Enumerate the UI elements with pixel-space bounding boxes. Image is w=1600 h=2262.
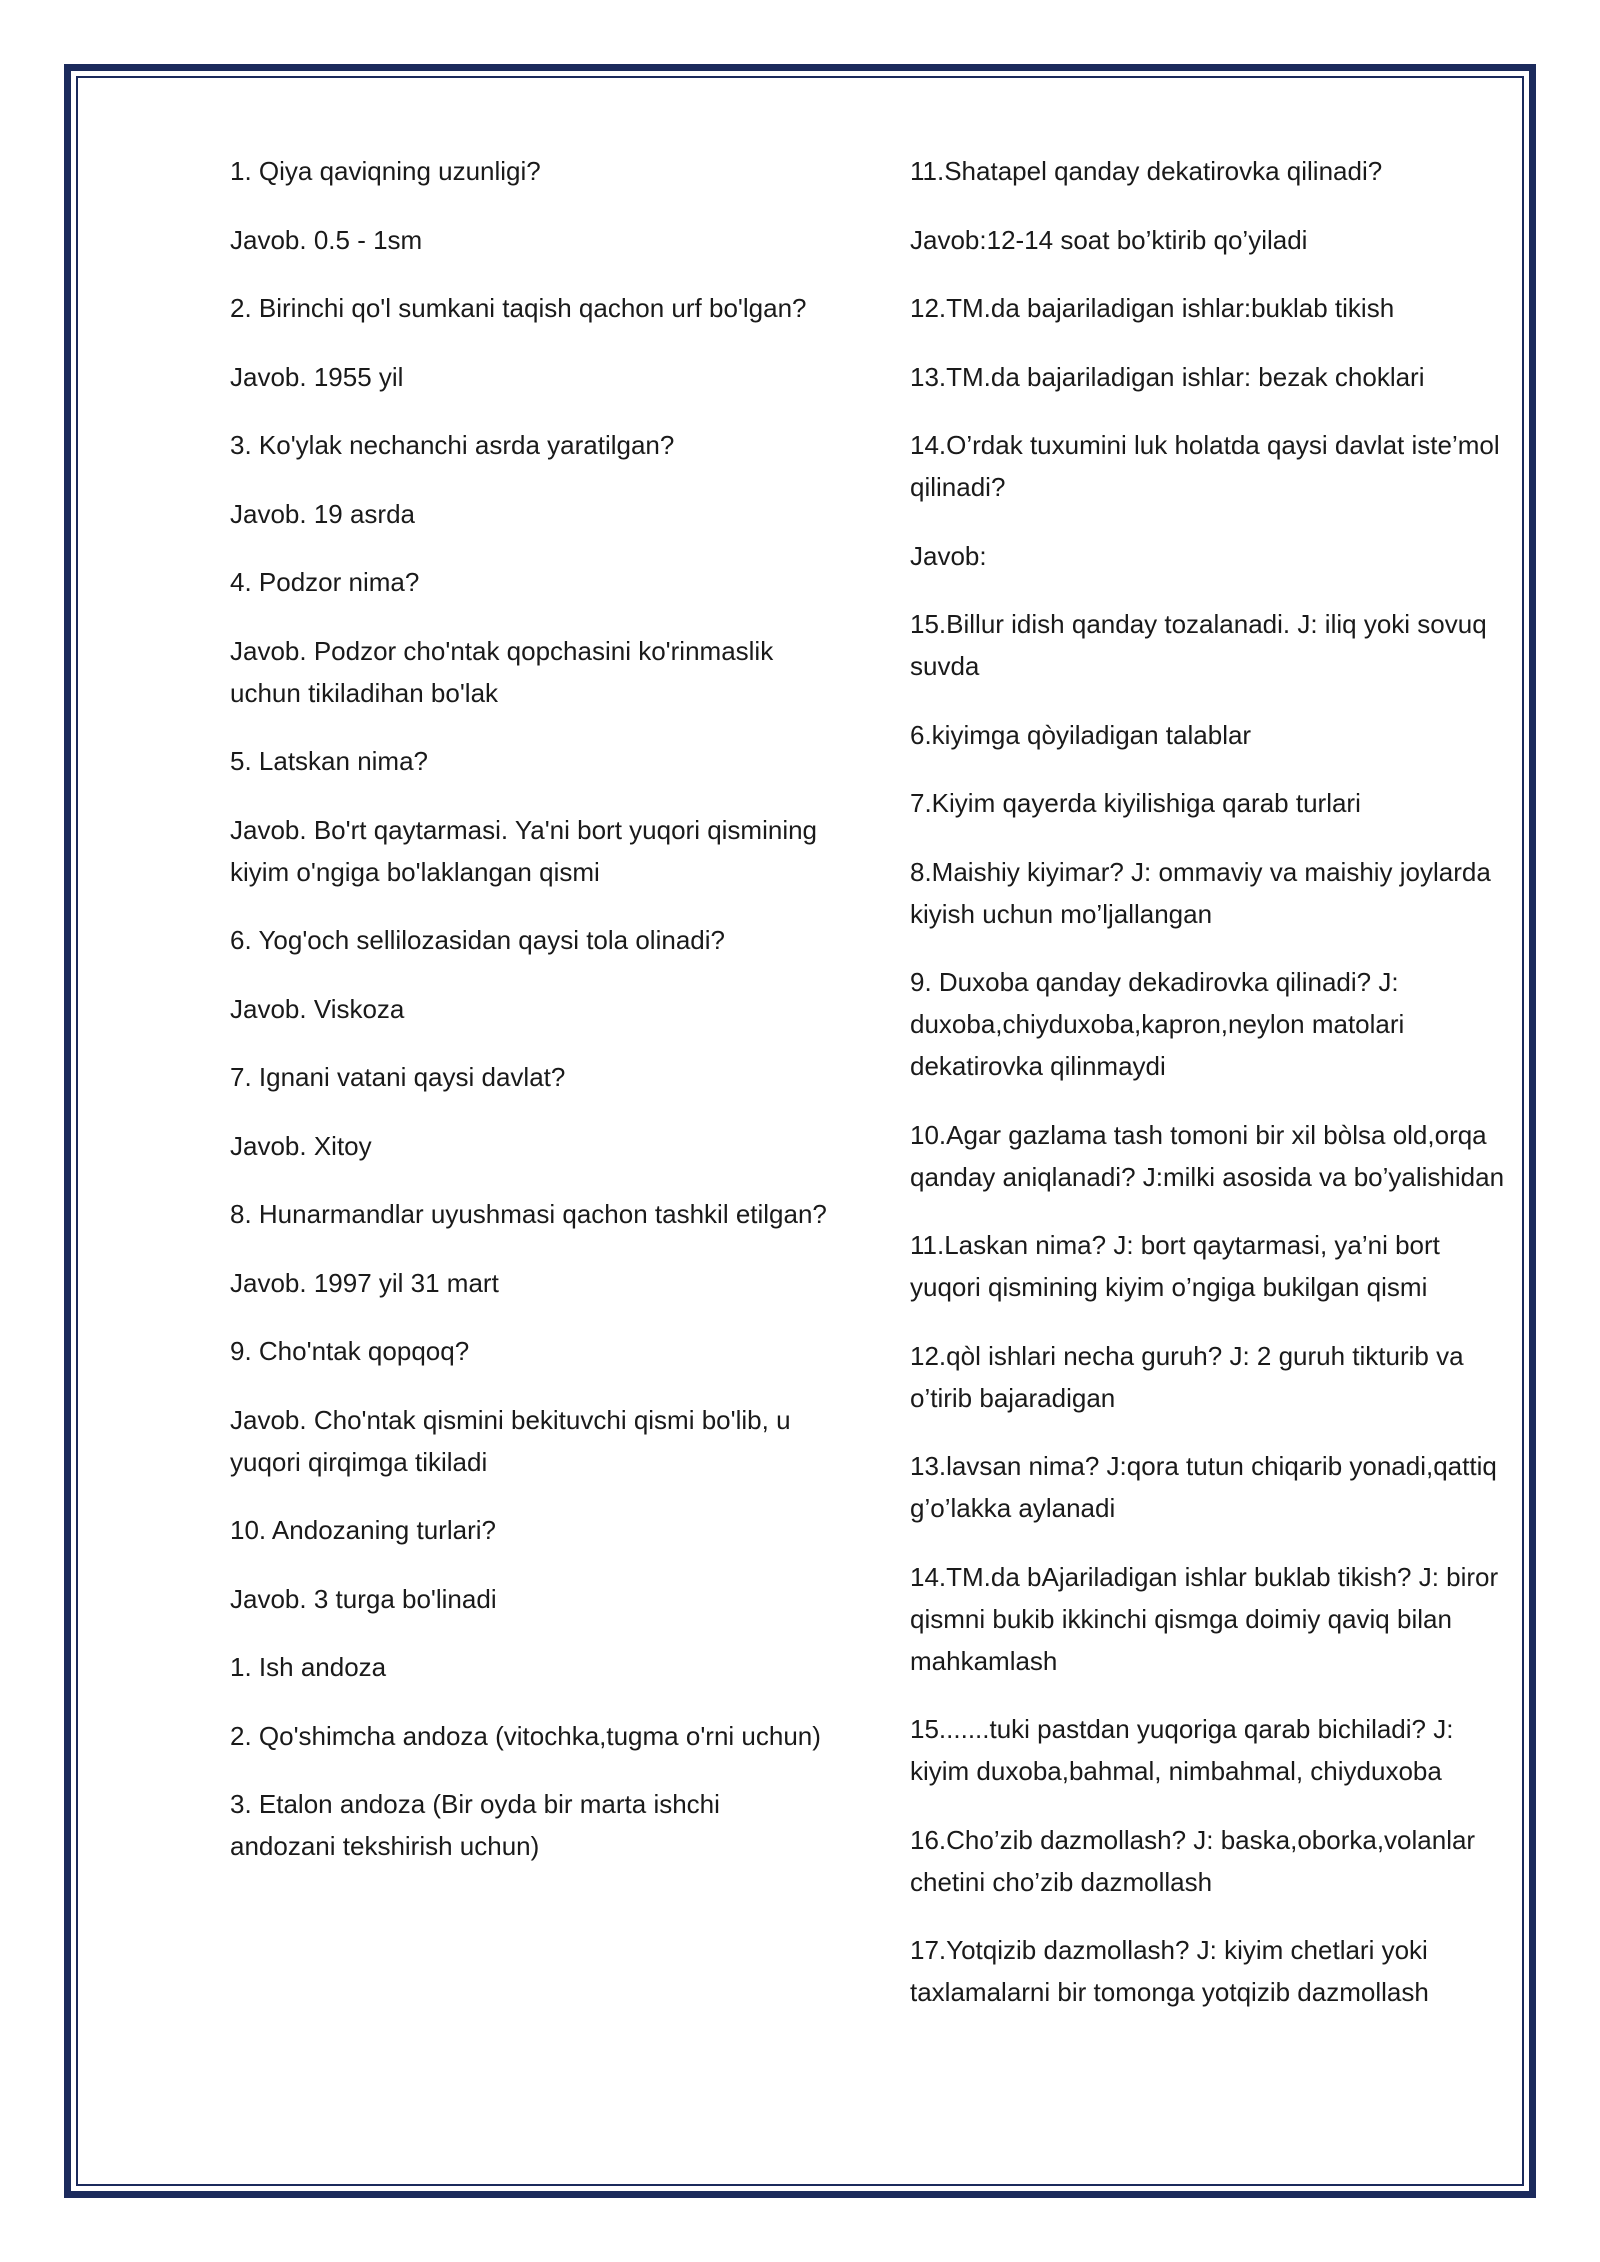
- paragraph: Javob. 3 turga bo'linadi: [230, 1583, 497, 1614]
- paragraph: 13.TM.da bajariladigan ishlar: bezak choklari: [910, 361, 1425, 392]
- paragraph: 4. Podzor nima?: [230, 567, 420, 597]
- paragraph: 10.Agar gazlama tash tomoni bir xil bòlsa old,orqa qanday aniqlanadi? J:milki asosida va bo’yalishidan: [910, 1119, 1505, 1192]
- paragraph: Javob. 19 asrda: [230, 498, 416, 529]
- paragraph: 2. Birinchi qo'l sumkani taqish qachon urf bo'lgan?: [230, 293, 807, 323]
- paragraph: Javob:12-14 soat bo’ktirib qo’yiladi: [910, 224, 1308, 255]
- paragraph: 6.kiyimga qòyiladigan talablar: [910, 719, 1252, 750]
- paragraph: 15.......tuki pastdan yuqoriga qarab bichiladi? J: kiyim duxoba,bahmal, nimbahmal, chiyduxoba: [910, 1714, 1454, 1786]
- paragraph: 17.Yotqizib dazmollash? J: kiyim chetlari yoki taxlamalarni bir tomonga yotqizib dazmollash: [910, 1935, 1429, 2007]
- paragraph: 11.Laskan nima? J: bort qaytarmasi, ya’ni bort yuqori qismining kiyim o’ngiga bukilgan qismi: [910, 1230, 1440, 1302]
- paragraph: 14.TM.da bAjariladigan ishlar buklab tikish? J: biror qismni bukib ikkinchi qismga doimiy qaviq bilan mahkamlash: [910, 1561, 1499, 1676]
- paragraph: 7.Kiyim qayerda kiyilishiga qarab turlari: [910, 788, 1361, 818]
- paragraph: 8. Hunarmandlar uyushmasi qachon tashkil etilgan?: [230, 1199, 827, 1229]
- paragraph: 3. Etalon andoza (Bir oyda bir marta ishchi andozani tekshirish uchun): [230, 1789, 720, 1861]
- paragraph: Javob:: [910, 540, 987, 571]
- paragraph: 10. Andozaning turlari?: [230, 1515, 496, 1545]
- paragraph: Javob. 1997 yil 31 mart: [230, 1267, 499, 1298]
- paragraph: 14.O’rdak tuxumini luk holatda qaysi davlat iste’mol qilinadi?: [910, 430, 1500, 502]
- paragraph: 3. Ko'ylak nechanchi asrda yaratilgan?: [230, 430, 675, 460]
- paragraph: Javob. Viskoza: [230, 993, 405, 1024]
- paragraph: 1. Ish andoza: [230, 1652, 387, 1682]
- paragraph: 13.lavsan nima? J:qora tutun chiqarib yonadi,qattiq g’o’lakka aylanadi: [910, 1451, 1497, 1523]
- right-column: [910, 150, 1510, 2040]
- paragraph: 2. Qo'shimcha andoza (vitochka,tugma o'rni uchun): [230, 1720, 821, 1751]
- paragraph: Javob. Podzor cho'ntak qopchasini ko'rinmaslik uchun tikiladihan bo'lak: [230, 635, 774, 708]
- paragraph: 12.TM.da bajariladigan ishlar:buklab tikish: [910, 293, 1395, 323]
- paragraph: 12.qòl ishlari necha guruh? J: 2 guruh tikturib va o’tirib bajaradigan: [910, 1340, 1464, 1413]
- paragraph: Javob. Xitoy: [230, 1130, 372, 1161]
- paragraph: Javob. Bo'rt qaytarmasi. Ya'ni bort yuqori qismining kiyim o'ngiga bo'laklangan qismi: [230, 814, 818, 887]
- paragraph: 11.Shatapel qanday dekatirovka qilinadi?: [910, 156, 1383, 186]
- paragraph: 6. Yog'och sellilozasidan qaysi tola olinadi?: [230, 925, 725, 955]
- paragraph: 8.Maishiy kiyimar? J: ommaviy va maishiy joylarda kiyish uchun mo’ljallangan: [910, 856, 1491, 929]
- paragraph: 9. Duxoba qanday dekadirovka qilinadi? J: duxoba,chiyduxoba,kapron,neylon matolari dekatirovka qilinmaydi: [910, 967, 1405, 1081]
- left-column: [230, 150, 830, 1894]
- paragraph: 15.Billur idish qanday tozalanadi. J: iliq yoki sovuq suvda: [910, 609, 1487, 681]
- paragraph: Javob. Cho'ntak qismini bekituvchi qismi bo'lib, u yuqori qirqimga tikiladi: [230, 1404, 791, 1477]
- paragraph: 1. Qiya qaviqning uzunligi?: [230, 156, 541, 186]
- paragraph: 5. Latskan nima?: [230, 746, 429, 776]
- paragraph: Javob. 1955 yil: [230, 361, 404, 392]
- paragraph: Javob. 0.5 - 1sm: [230, 224, 423, 255]
- paragraph: 9. Cho'ntak qopqoq?: [230, 1336, 470, 1366]
- paragraph: 16.Cho’zib dazmollash? J: baska,oborka,volanlar chetini cho’zib dazmollash: [910, 1824, 1476, 1897]
- paragraph: 7. Ignani vatani qaysi davlat?: [230, 1062, 566, 1092]
